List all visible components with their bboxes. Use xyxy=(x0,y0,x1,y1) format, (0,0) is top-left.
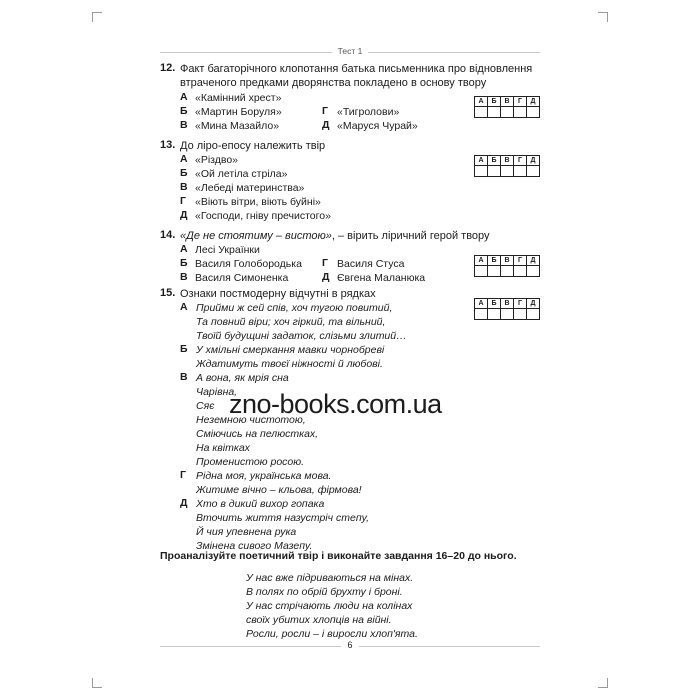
grid-header: Д xyxy=(527,97,540,107)
question-text: втраченого предками дворянства покладено в основу твору xyxy=(180,77,487,89)
option-letter: Г xyxy=(180,469,186,481)
grid-header: В xyxy=(501,299,514,309)
crop-mark-bottom-right-v xyxy=(607,678,608,688)
option-text: «Маруся Чурай» xyxy=(337,120,418,132)
crop-mark-bottom-left-h xyxy=(92,687,102,688)
answer-cell[interactable] xyxy=(501,107,514,118)
answer-cell[interactable] xyxy=(514,309,527,320)
grid-header: Д xyxy=(527,256,540,266)
poem-line: У нас стрічають люди на колінах xyxy=(246,600,413,612)
answer-cell[interactable] xyxy=(475,107,488,118)
option-letter: Д xyxy=(322,119,330,131)
grid-header: Г xyxy=(514,97,527,107)
answer-cell[interactable] xyxy=(475,266,488,277)
question-quote: «Де не стоятиму – вистою» xyxy=(180,230,332,242)
grid-header: В xyxy=(501,256,514,266)
option-line: Чарівна, xyxy=(196,386,238,398)
option-letter: Д xyxy=(180,497,188,509)
option-line: Житиме вічно – кльова, фірмова! xyxy=(196,484,362,496)
poem-line: В полях по обрій брухту і броні. xyxy=(246,586,403,598)
option-text: «Мина Мазайло» xyxy=(195,120,280,132)
option-line: На квітках xyxy=(196,442,250,454)
grid-header: Б xyxy=(488,256,501,266)
option-line: Прийми ж сей спів, хоч тугою повитий, xyxy=(196,302,393,314)
answer-cell[interactable] xyxy=(475,166,488,177)
question-number: 15. xyxy=(160,287,176,299)
grid-header: Д xyxy=(527,299,540,309)
option-text: «Віють вітри, віють буйні» xyxy=(195,196,321,208)
answer-cell[interactable] xyxy=(501,309,514,320)
option-letter: А xyxy=(180,301,188,313)
question-text: Ознаки постмодерну відчутні в рядках xyxy=(180,288,376,300)
poem-line: У нас вже підриваються на мінах. xyxy=(246,572,414,584)
option-line: А вона, як мрія сна xyxy=(196,372,289,384)
option-letter: Г xyxy=(322,105,328,117)
option-text: Василя Стуса xyxy=(337,258,405,270)
crop-mark-top-left-h xyxy=(92,12,102,13)
option-text: «Тигролови» xyxy=(337,106,400,118)
answer-cell[interactable] xyxy=(527,166,540,177)
poem-line: Росли, росли – і виросли хлоп'ята. xyxy=(246,628,418,640)
answer-cell[interactable] xyxy=(475,309,488,320)
option-text: Євгена Маланюка xyxy=(337,272,426,284)
running-head: Тест 1 xyxy=(0,46,700,56)
answer-cell[interactable] xyxy=(488,166,501,177)
option-line: Рідна моя, українська мова. xyxy=(196,470,332,482)
watermark: zno-books.com.ua xyxy=(229,389,442,419)
answer-grid[interactable] xyxy=(474,96,540,118)
crop-mark-top-right-v xyxy=(607,12,608,22)
option-line: Сміючись на пелюстках, xyxy=(196,428,319,440)
option-letter: Б xyxy=(180,257,188,269)
option-text: Лесі Українки xyxy=(195,244,260,256)
option-text: «Камінний хрест» xyxy=(195,92,282,104)
answer-grid[interactable] xyxy=(474,255,540,277)
option-line: Та повний віри; хоч гіркий, та вільний, xyxy=(196,316,386,328)
grid-header: Б xyxy=(488,156,501,166)
option-line: Ждатимуть твоєї ніжності й любові. xyxy=(196,358,383,370)
option-letter: В xyxy=(180,181,188,193)
option-letter: В xyxy=(180,119,188,131)
grid-header: В xyxy=(501,97,514,107)
answer-cell[interactable] xyxy=(514,166,527,177)
option-line: У хмільні смеркання мавки чорнобреві xyxy=(196,344,385,356)
answer-cell[interactable] xyxy=(527,309,540,320)
answer-grid[interactable] xyxy=(474,298,540,320)
option-letter: В xyxy=(180,271,188,283)
poem-line: своїх убитих хлопців на війні. xyxy=(246,614,392,626)
answer-cell[interactable] xyxy=(514,107,527,118)
option-line: Вточить життя назустріч степу, xyxy=(196,512,370,524)
grid-header: Г xyxy=(514,299,527,309)
option-letter: В xyxy=(180,371,188,383)
grid-header: Б xyxy=(488,299,501,309)
grid-header: Д xyxy=(527,156,540,166)
option-line: Хто в дикий вихор гопака xyxy=(196,498,325,510)
option-letter: А xyxy=(180,91,188,103)
grid-header: А xyxy=(475,156,488,166)
answer-cell[interactable] xyxy=(488,107,501,118)
answer-grid[interactable] xyxy=(474,155,540,177)
grid-header: А xyxy=(475,299,488,309)
grid-header: Б xyxy=(488,97,501,107)
option-letter: Д xyxy=(180,209,188,221)
option-line: Змінена сивого Мазепу. xyxy=(196,540,313,552)
grid-header: Г xyxy=(514,156,527,166)
option-line: Неземною чистотою, xyxy=(196,414,306,426)
answer-cell[interactable] xyxy=(527,107,540,118)
question-text: Факт багаторічного клопотання батька письменника про відновлення xyxy=(180,63,533,75)
option-letter: А xyxy=(180,243,188,255)
option-line: Й чия упевнена рука xyxy=(196,526,297,538)
answer-cell[interactable] xyxy=(488,309,501,320)
option-letter: Г xyxy=(322,257,328,269)
option-text: Василя Симоненка xyxy=(195,272,289,284)
option-letter: Б xyxy=(180,167,188,179)
question-number: 14. xyxy=(160,229,176,241)
option-letter: Д xyxy=(322,271,330,283)
answer-cell[interactable] xyxy=(488,266,501,277)
question-number: 13. xyxy=(160,139,176,151)
question-text-rest: , – вірить ліричний герой твору xyxy=(331,230,490,242)
option-text: «Ой летіла стріла» xyxy=(195,168,288,180)
answer-cell[interactable] xyxy=(527,266,540,277)
page-number: 6 xyxy=(0,640,700,650)
answer-cell[interactable] xyxy=(514,266,527,277)
option-letter: Б xyxy=(180,105,188,117)
grid-header: А xyxy=(475,97,488,107)
option-line: Твоїй будущині задаток, слізьми злитий… xyxy=(196,330,407,342)
option-text: Василя Голобородька xyxy=(195,258,302,270)
option-letter: Б xyxy=(180,343,188,355)
option-text: «Мартин Боруля» xyxy=(195,106,282,118)
grid-header: В xyxy=(501,156,514,166)
option-text: «Лебеді материнства» xyxy=(195,182,305,194)
crop-mark-top-left-v xyxy=(92,12,93,22)
question-text xyxy=(180,229,490,243)
option-line: Сяє xyxy=(196,400,215,412)
option-letter: А xyxy=(180,153,188,165)
option-text: «Різдво» xyxy=(195,154,239,166)
question-number: 12. xyxy=(160,62,176,74)
grid-header: А xyxy=(475,256,488,266)
answer-cell[interactable] xyxy=(501,166,514,177)
question-text: До ліро-епосу належить твір xyxy=(180,140,326,152)
answer-cell[interactable] xyxy=(501,266,514,277)
option-line: Променистою росою. xyxy=(196,456,305,468)
section-instruction: Проаналізуйте поетичний твір і виконайте завдання 16–20 до нього. xyxy=(160,550,517,562)
crop-mark-bottom-left-v xyxy=(92,678,93,688)
option-text: «Господи, гніву пречистого» xyxy=(195,210,331,222)
grid-header: Г xyxy=(514,256,527,266)
option-letter: Г xyxy=(180,195,186,207)
